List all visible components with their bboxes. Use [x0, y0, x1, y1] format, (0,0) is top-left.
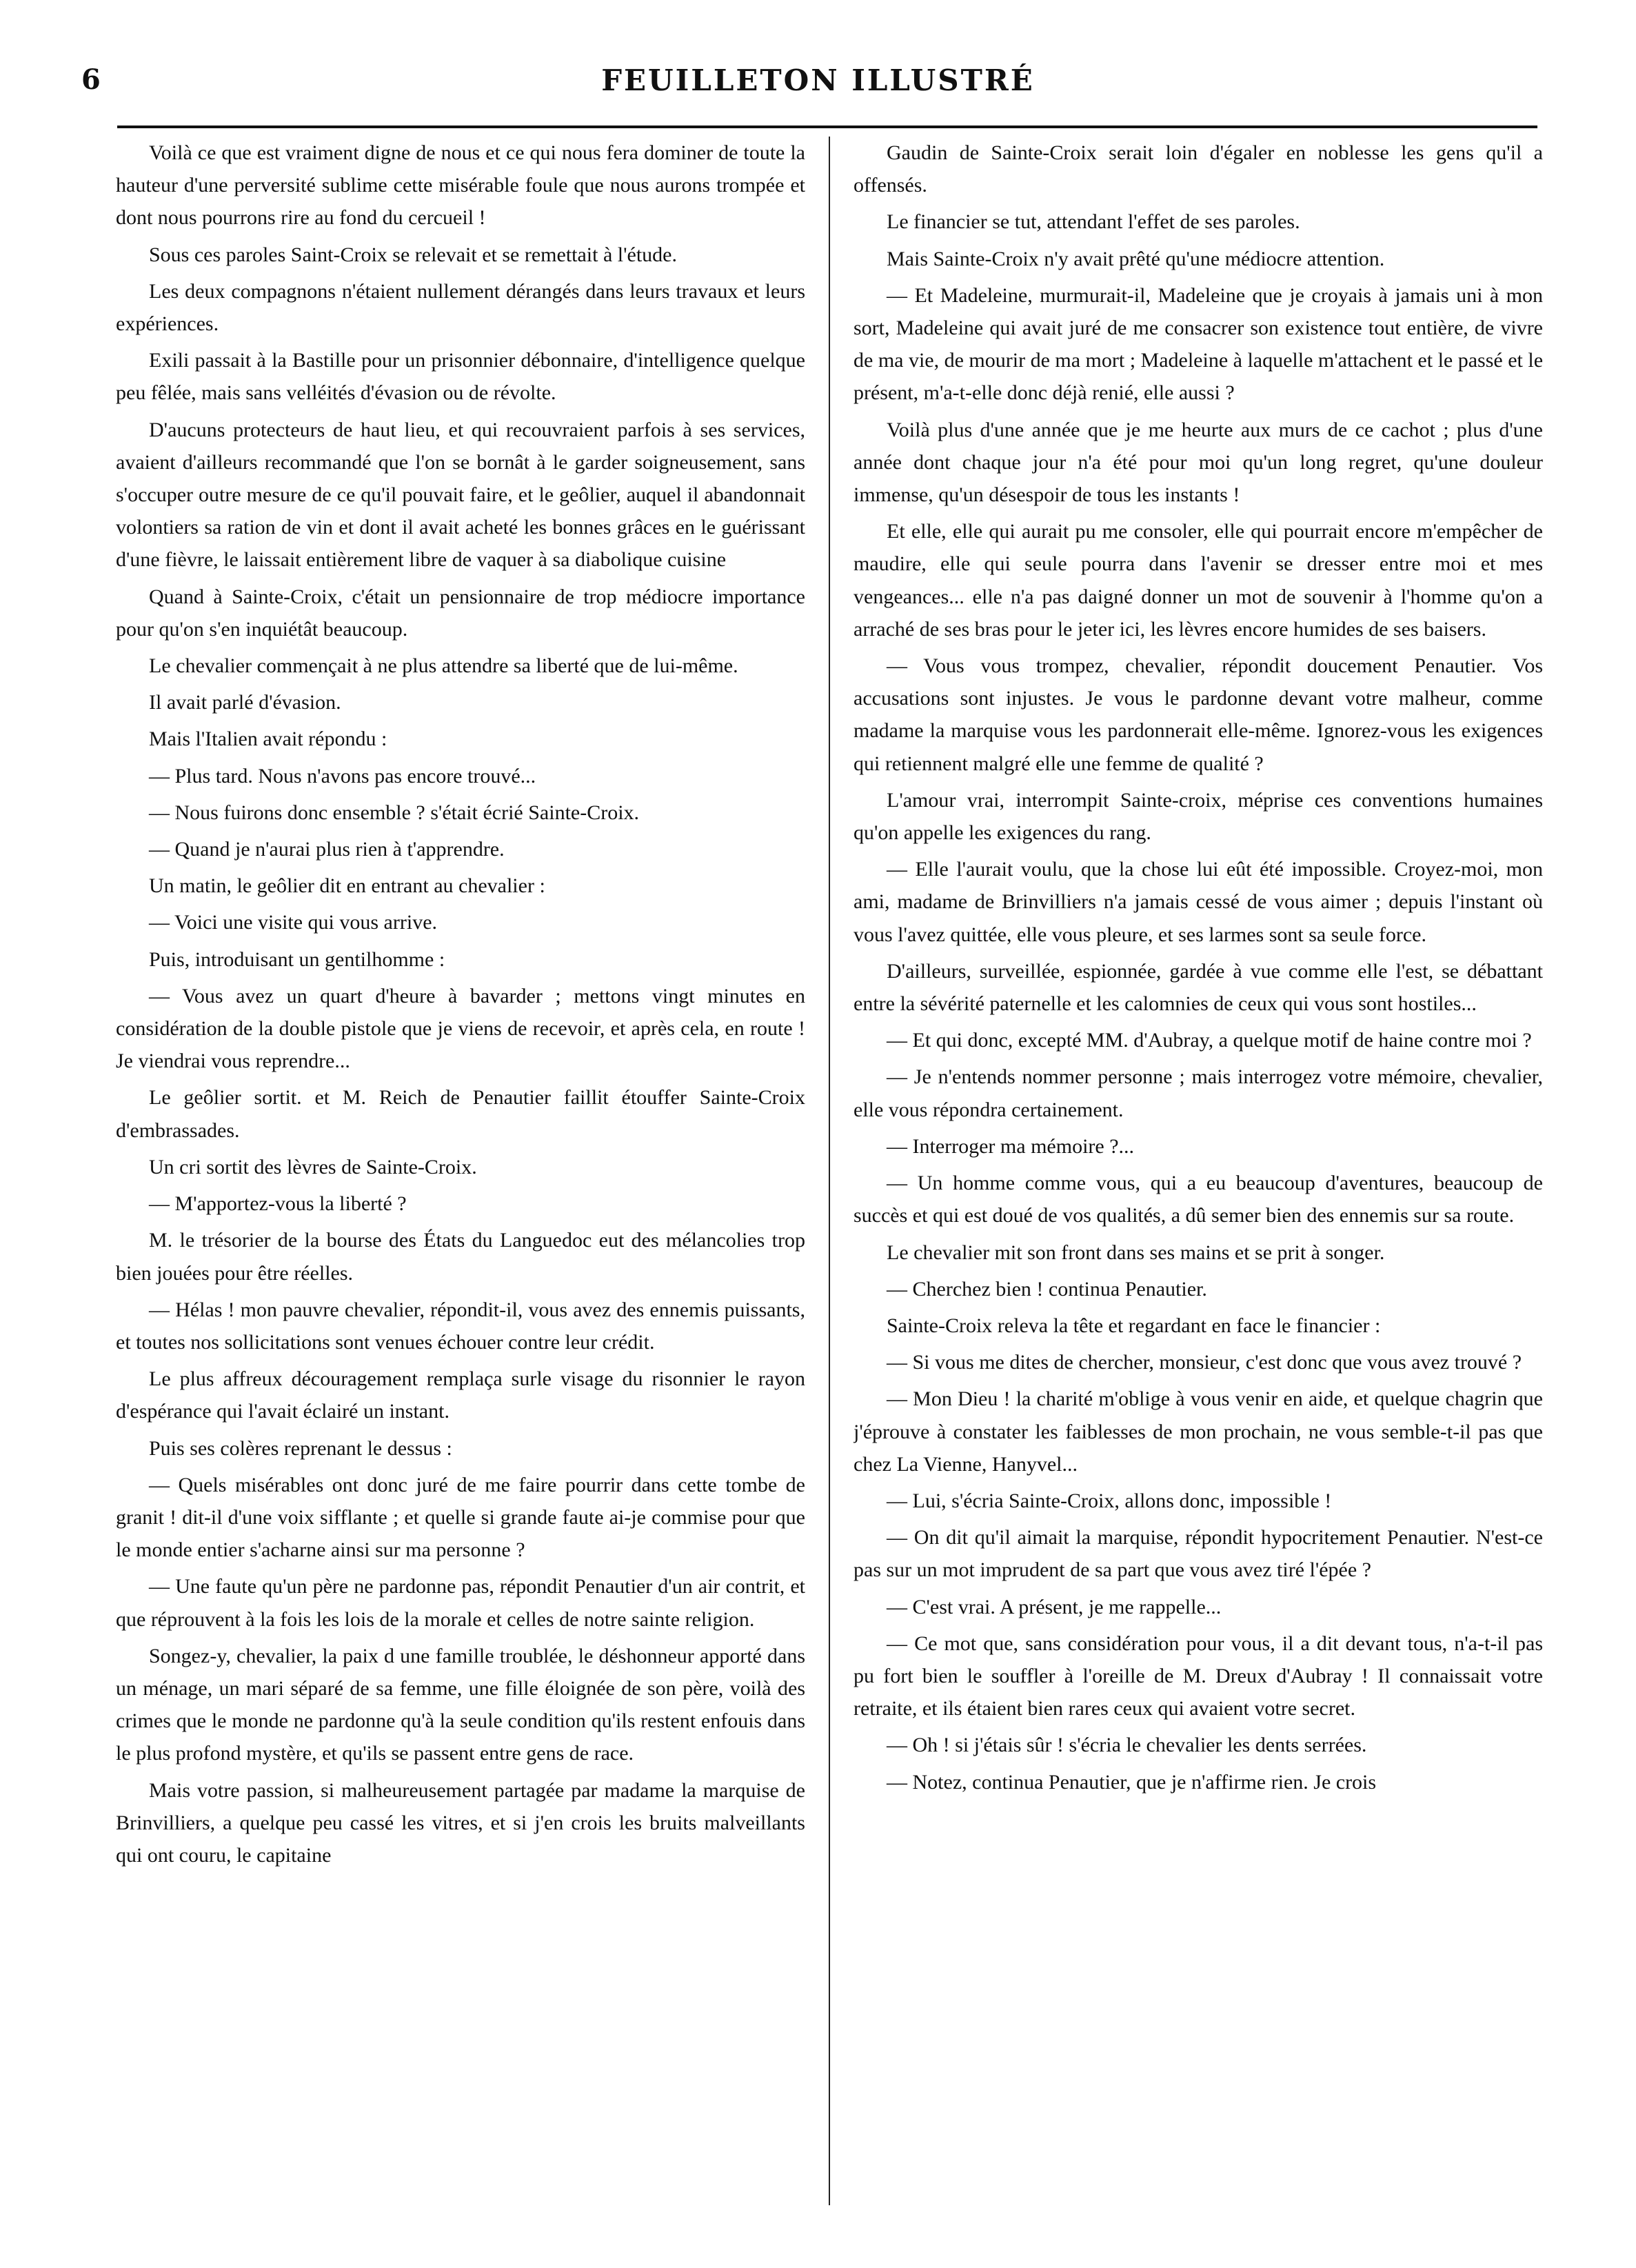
paragraph: — Quels misérables ont donc juré de me faire pourrir dans cette tombe de granit ! dit-il d'une voix sifflante ; et quelle si grande faute ai-je commise pour que le monde entier s'acharne ainsi sur ma personne ?: [116, 1473, 805, 1562]
header-rule: [117, 126, 1537, 128]
paragraph: — Lui, s'écria Sainte-Croix, allons donc, impossible !: [887, 1489, 1332, 1512]
paragraph: Mais Sainte-Croix n'y avait prêté qu'une médiocre attention.: [887, 247, 1385, 270]
paragraph: D'ailleurs, surveillée, espionnée, gardée à vue comme elle l'est, se débattant entre la sévérité paternelle et les calomnies de ceux qui vous sont hostiles...: [854, 959, 1543, 1016]
paragraph: M. le trésorier de la bourse des États du Languedoc eut des mélancolies trop bien jouées pour être réelles.: [116, 1229, 805, 1285]
paragraph: Exili passait à la Bastille pour un prisonnier débonnaire, d'intelligence quelque peu fêlée, mais sans velléités d'évasion ou de révolte.: [116, 349, 805, 405]
paragraph: — Oh ! si j'étais sûr ! s'écria le chevalier les dents serrées.: [887, 1734, 1367, 1757]
paragraph: Il avait parlé d'évasion.: [149, 691, 341, 714]
paragraph: Le chevalier mit son front dans ses mains et se prit à songer.: [887, 1241, 1385, 1264]
paragraph: Gaudin de Sainte-Croix serait loin d'égaler en noblesse les gens qu'il a offensés.: [854, 141, 1543, 197]
paragraph: Le plus affreux découragement remplaça surle visage du risonnier le rayon d'espérance qui l'avait éclairé un instant.: [116, 1367, 805, 1423]
paragraph: Sous ces paroles Saint-Croix se relevait et se remettait à l'étude.: [149, 243, 677, 266]
paragraph: — Hélas ! mon pauvre chevalier, répondit-il, vous avez des ennemis puissants, et toutes nos sollicitations sont venues échouer contre leur crédit.: [116, 1298, 805, 1354]
paragraph: — Plus tard. Nous n'avons pas encore trouvé...: [149, 764, 536, 787]
paragraph: — C'est vrai. A présent, je me rappelle...: [887, 1595, 1222, 1618]
paragraph: Le chevalier commençait à ne plus attendre sa liberté que de lui-même.: [149, 654, 738, 678]
paragraph: Quand à Sainte-Croix, c'était un pensionnaire de trop médiocre importance pour qu'on s'en inquiétât beaucoup.: [116, 585, 805, 641]
page-header: [81, 63, 1555, 112]
paragraph: Un cri sortit des lèvres de Sainte-Croix.: [149, 1155, 477, 1178]
paragraph: Un matin, le geôlier dit en entrant au chevalier :: [149, 874, 545, 898]
paragraph: Puis ses colères reprenant le dessus :: [149, 1436, 452, 1460]
paragraph: Sainte-Croix releva la tête et regardant en face le financier :: [887, 1314, 1381, 1337]
paragraph: — On dit qu'il aimait la marquise, répondit hypocritement Penautier. N'est-ce pas sur un mot imprudent de sa part que vous avez tiré l'épée ?: [854, 1526, 1543, 1582]
paragraph: — Vous avez un quart d'heure à bavarder ; mettons vingt minutes en considération de la double pistole que je viens de recevoir, et après cela, en route ! Je viendrai vous reprendre...: [116, 984, 805, 1073]
paragraph: Le geôlier sortit. et M. Reich de Penautier faillit étouffer Sainte-Croix d'embrassades.: [116, 1086, 805, 1142]
paragraph: L'amour vrai, interrompit Sainte-croix, méprise ces conventions humaines qu'on appelle les exigences du rang.: [854, 788, 1543, 845]
paragraph: — Cherchez bien ! continua Penautier.: [887, 1277, 1207, 1301]
paragraph: — Voici une visite qui vous arrive.: [149, 911, 438, 934]
paragraph: — Elle l'aurait voulu, que la chose lui eût été impossible. Croyez-moi, mon ami, madame de Brinvilliers n'a jamais cessé de vous aimer ; depuis l'instant où vous l'avez quittée, elle vous pleure, et ses larmes sont sa seule force.: [854, 858, 1543, 946]
paragraph: — Si vous me dites de chercher, monsieur, c'est donc que vous avez trouvé ?: [887, 1351, 1522, 1374]
paragraph: — M'apportez-vous la liberté ?: [149, 1192, 407, 1216]
column-divider: [829, 137, 830, 2205]
right-column: [854, 137, 1543, 2205]
paragraph: Puis, introduisant un gentilhomme :: [149, 947, 445, 971]
paragraph: — Un homme comme vous, qui a eu beaucoup d'aventures, beaucoup de succès et qui est doué de vos qualités, a dû semer bien des ennemis sur sa route.: [854, 1172, 1543, 1227]
paragraph: — Vous vous trompez, chevalier, répondit doucement Penautier. Vos accusations sont injustes. Je vous le pardonne devant votre malheur, comme madame la marquise vous les pardonnerait elle-même. Ignorez-vous les exigences qui retiennent malgré elle une femme de qualité ?: [854, 654, 1543, 775]
paragraph: — Mon Dieu ! la charité m'oblige à vous venir en aide, et quelque chagrin que j'éprouve à constater les faiblesses de mon prochain, ne vous semble-t-il pas que chez La Vienne, Hanyvel...: [854, 1387, 1543, 1476]
paragraph: Voilà ce que est vraiment digne de nous et ce qui nous fera dominer de toute la hauteur d'une perversité sublime cette misérable foule que nous aurons trompée et dont nous pourrons rire au fond du cercueil !: [116, 141, 805, 230]
paragraph: Songez-y, chevalier, la paix d une famille troublée, le déshonneur apporté dans un ménage, un mari séparé de sa femme, une fille éloignée de son père, voilà des crimes que le monde ne pardonne qu'à la seule condition qu'ils restent enfouis dans le plus profond mystère, et qu'ils se passent entre gens de race.: [116, 1644, 805, 1765]
paragraph: Mais votre passion, si malheureusement partagée par madame la marquise de Brinvilliers, a quelque peu cassé les vitres, et si j'en crois les bruits malveillants qui ont couru, le capitaine: [116, 1778, 805, 1867]
paragraph: Mais l'Italien avait répondu :: [149, 727, 387, 751]
paragraph: — Et Madeleine, murmurait-il, Madeleine que je croyais à jamais uni à mon sort, Madeleine qui avait juré de me consacrer son existence tout entière, de vivre de ma vie, de mourir de ma mort ; Madeleine à laquelle m'attachent et le passé et le présent, m'a-t-elle donc déjà renié, elle aussi ?: [854, 283, 1543, 405]
paragraph: — Quand je n'aurai plus rien à t'apprendre.: [149, 838, 505, 861]
paragraph: Le financier se tut, attendant l'effet de ses paroles.: [887, 210, 1300, 234]
paragraph: — Et qui donc, excepté MM. d'Aubray, a quelque motif de haine contre moi ?: [887, 1029, 1532, 1052]
paragraph: D'aucuns protecteurs de haut lieu, et qui recouvraient parfois à ses services, avaient d'ailleurs recommandé que l'on se bornât à le garder soigneusement, sans s'occuper outre mesure de ce qu'il pouvait faire, et le geôlier, auquel il abandonnait volontiers sa ration de vin et dont il avait acheté les bonnes grâces en le guérissant d'une fièvre, le laissait entièrement libre de vaquer à sa diabolique cuisine: [116, 418, 805, 572]
paragraph: — Une faute qu'un père ne pardonne pas, répondit Penautier d'un air contrit, et que réprouvent à la fois les lois de la morale et celles de notre sainte religion.: [116, 1575, 805, 1631]
paragraph: — Je n'entends nommer personne ; mais interrogez votre mémoire, chevalier, elle vous répondra certainement.: [854, 1065, 1543, 1121]
paragraph: — Ce mot que, sans considération pour vous, il a dit devant tous, n'a-t-il pas pu fort bien le souffler à l'oreille de M. Dreux d'Aubray ! Il connaissait votre retraite, et ils étaient bien rares ceux qui avaient votre secret.: [854, 1632, 1543, 1720]
left-column: [116, 137, 805, 2205]
paragraph: — Interroger ma mémoire ?...: [887, 1134, 1135, 1158]
paragraph: Et elle, elle qui aurait pu me consoler, elle qui pourrait encore m'empêcher de maudire, elle qui seule pourra dans l'avenir se dresser entre moi et mes vengeances... elle n'a pas daigné donner un mot de souvenir à l'homme qu'on a arraché de ses bras pour le jeter ici, les lèvres encore humides de ses baisers.: [854, 520, 1543, 641]
paragraph: — Notez, continua Penautier, que je n'affirme rien. Je crois: [887, 1770, 1377, 1794]
paragraph: Les deux compagnons n'étaient nullement dérangés dans leurs travaux et leurs expériences.: [116, 279, 805, 336]
page-number: 6: [81, 63, 101, 96]
paragraph: — Nous fuirons donc ensemble ? s'était écrié Sainte-Croix.: [149, 801, 640, 824]
paragraph: Voilà plus d'une année que je me heurte aux murs de ce cachot ; plus d'une année dont chaque jour n'a été pour moi qu'un long regret, qu'une douleur immense, qu'un désespoir de tous les instants !: [854, 418, 1543, 507]
running-title: FEUILLETON ILLUSTRÉ: [601, 63, 1035, 97]
